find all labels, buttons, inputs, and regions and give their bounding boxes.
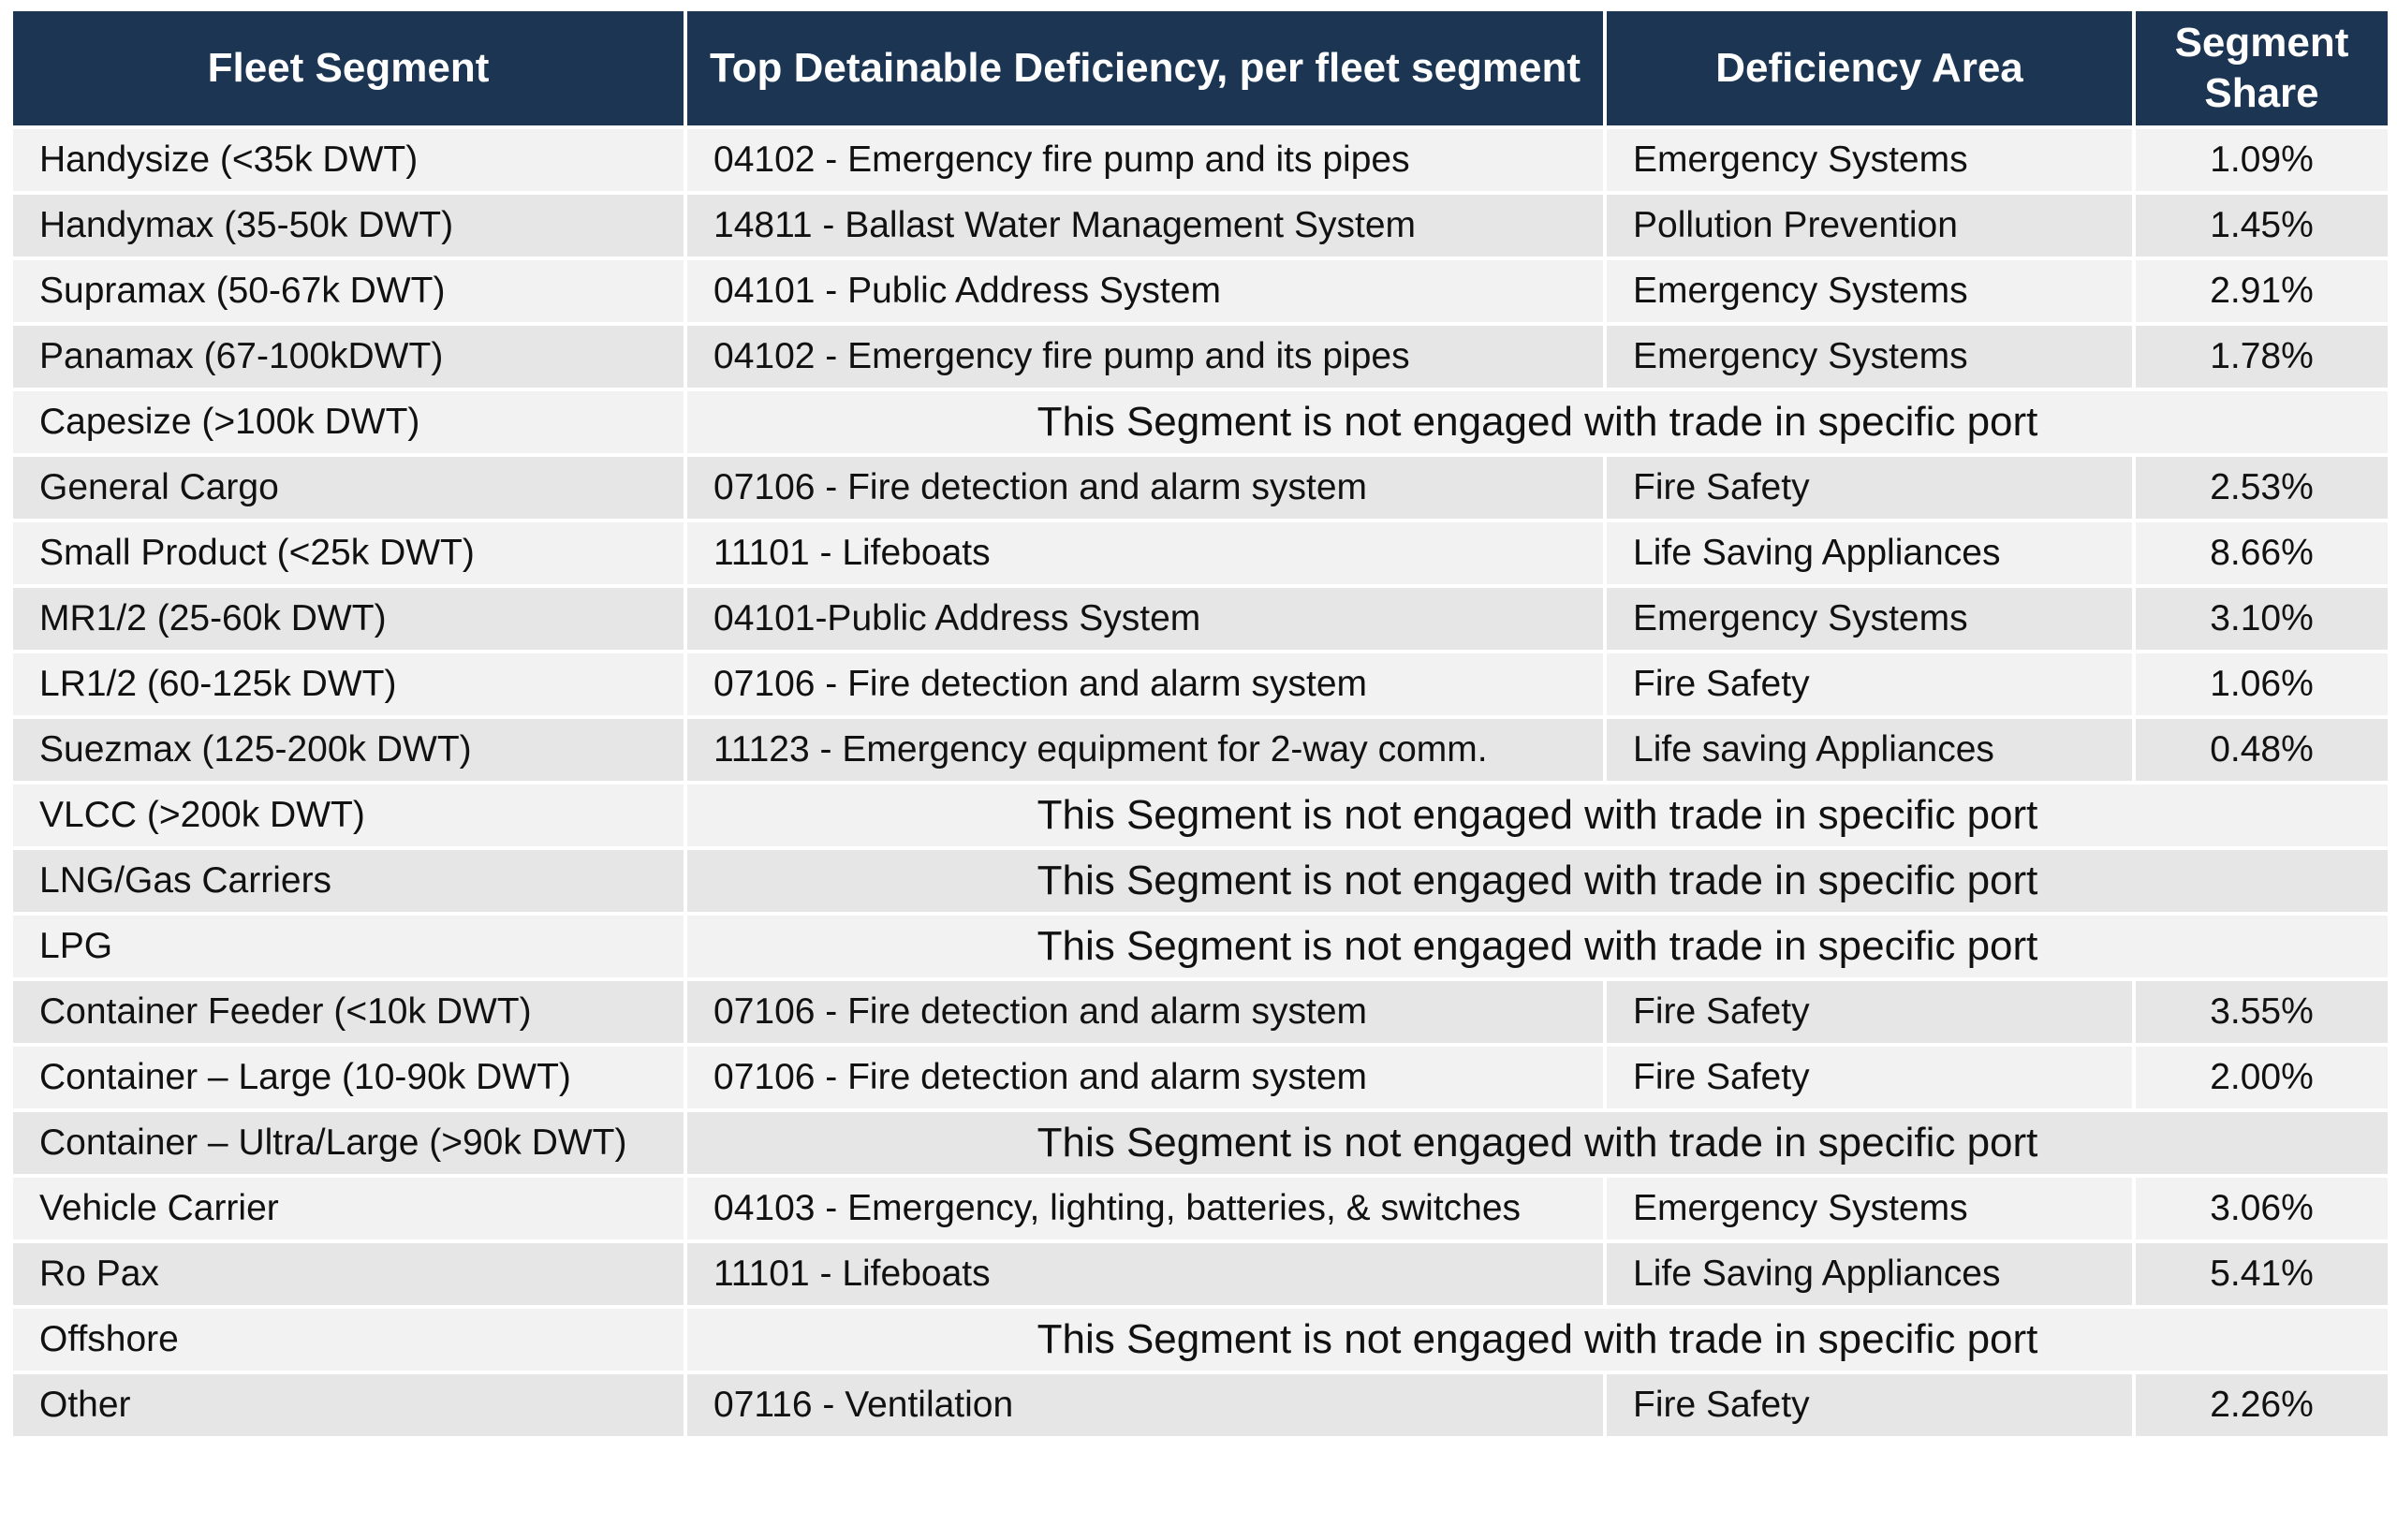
segment-share-cell: 8.66% [2134, 521, 2390, 586]
deficiency-cell: 04101-Public Address System [685, 586, 1605, 652]
table-row [11, 717, 2390, 783]
fleet-segment-cell: Container – Ultra/Large (>90k DWT) [11, 1110, 685, 1176]
table-row [11, 1110, 2390, 1176]
deficiency-area-cell: Emergency Systems [1605, 586, 2134, 652]
deficiency-area-cell: Emergency Systems [1605, 258, 2134, 324]
table-row [11, 652, 2390, 717]
deficiency-area-cell: Life Saving Appliances [1605, 1241, 2134, 1307]
deficiency-cell: 07106 - Fire detection and alarm system [685, 652, 1605, 717]
segment-share-cell: 2.00% [2134, 1045, 2390, 1110]
deficiency-area-cell: Fire Safety [1605, 979, 2134, 1045]
header-deficiency-area: Deficiency Area [1605, 9, 2134, 127]
deficiency-cell: 14811 - Ballast Water Management System [685, 193, 1605, 258]
table-row [11, 914, 2390, 979]
table-row [11, 455, 2390, 521]
table-row [11, 1176, 2390, 1241]
segment-share-cell: 5.41% [2134, 1241, 2390, 1307]
table-row [11, 521, 2390, 586]
deficiency-cell: 07116 - Ventilation [685, 1372, 1605, 1438]
fleet-segment-cell: LNG/Gas Carriers [11, 848, 685, 914]
header-row [11, 9, 2390, 127]
fleet-segment-cell: Ro Pax [11, 1241, 685, 1307]
table-row [11, 127, 2390, 193]
fleet-segment-cell: VLCC (>200k DWT) [11, 783, 685, 848]
segment-share-cell: 2.26% [2134, 1372, 2390, 1438]
deficiency-cell: 04102 - Emergency fire pump and its pipes [685, 324, 1605, 389]
fleet-segment-cell: Panamax (67-100kDWT) [11, 324, 685, 389]
segment-share-cell: 3.10% [2134, 586, 2390, 652]
fleet-segment-cell: Handymax (35-50k DWT) [11, 193, 685, 258]
deficiency-area-cell: Emergency Systems [1605, 127, 2134, 193]
deficiency-area-cell: Life Saving Appliances [1605, 521, 2134, 586]
deficiency-area-cell: Fire Safety [1605, 1372, 2134, 1438]
fleet-segment-cell: Suezmax (125-200k DWT) [11, 717, 685, 783]
table-row [11, 258, 2390, 324]
not-engaged-note: This Segment is not engaged with trade in specific port [685, 848, 2390, 914]
not-engaged-note: This Segment is not engaged with trade in specific port [685, 389, 2390, 455]
table-row [11, 1045, 2390, 1110]
fleet-segment-cell: Capesize (>100k DWT) [11, 389, 685, 455]
table-row [11, 324, 2390, 389]
table-row [11, 783, 2390, 848]
deficiency-cell: 07106 - Fire detection and alarm system [685, 979, 1605, 1045]
deficiency-area-cell: Fire Safety [1605, 455, 2134, 521]
fleet-segment-cell: Small Product (<25k DWT) [11, 521, 685, 586]
deficiency-cell: 11101 - Lifeboats [685, 521, 1605, 586]
table-row [11, 1307, 2390, 1372]
deficiency-cell: 07106 - Fire detection and alarm system [685, 1045, 1605, 1110]
deficiency-area-cell: Pollution Prevention [1605, 193, 2134, 258]
deficiency-cell: 04101 - Public Address System [685, 258, 1605, 324]
table-row [11, 848, 2390, 914]
fleet-segment-cell: LPG [11, 914, 685, 979]
not-engaged-note: This Segment is not engaged with trade in specific port [685, 783, 2390, 848]
deficiency-table-container [9, 7, 2388, 1440]
deficiency-cell: 04102 - Emergency fire pump and its pipes [685, 127, 1605, 193]
segment-share-cell: 1.09% [2134, 127, 2390, 193]
fleet-segment-cell: Container – Large (10-90k DWT) [11, 1045, 685, 1110]
deficiency-cell: 11101 - Lifeboats [685, 1241, 1605, 1307]
segment-share-cell: 3.55% [2134, 979, 2390, 1045]
table-row [11, 586, 2390, 652]
fleet-segment-cell: Container Feeder (<10k DWT) [11, 979, 685, 1045]
segment-share-cell: 2.53% [2134, 455, 2390, 521]
not-engaged-note: This Segment is not engaged with trade in specific port [685, 1110, 2390, 1176]
header-top-deficiency: Top Detainable Deficiency, per fleet segment [685, 9, 1605, 127]
deficiency-area-cell: Life saving Appliances [1605, 717, 2134, 783]
deficiency-cell: 04103 - Emergency, lighting, batteries, & switches [685, 1176, 1605, 1241]
table-row [11, 389, 2390, 455]
deficiency-area-cell: Fire Safety [1605, 652, 2134, 717]
table-body [11, 127, 2390, 1438]
segment-share-cell: 3.06% [2134, 1176, 2390, 1241]
table-row [11, 1241, 2390, 1307]
table-row [11, 979, 2390, 1045]
not-engaged-note: This Segment is not engaged with trade in specific port [685, 1307, 2390, 1372]
deficiency-area-cell: Emergency Systems [1605, 324, 2134, 389]
deficiency-area-cell: Emergency Systems [1605, 1176, 2134, 1241]
deficiency-table [9, 7, 2391, 1440]
fleet-segment-cell: General Cargo [11, 455, 685, 521]
header-segment-share: Segment Share [2134, 9, 2390, 127]
fleet-segment-cell: Supramax (50-67k DWT) [11, 258, 685, 324]
deficiency-cell: 07106 - Fire detection and alarm system [685, 455, 1605, 521]
fleet-segment-cell: Other [11, 1372, 685, 1438]
segment-share-cell: 0.48% [2134, 717, 2390, 783]
fleet-segment-cell: Handysize (<35k DWT) [11, 127, 685, 193]
not-engaged-note: This Segment is not engaged with trade in specific port [685, 914, 2390, 979]
segment-share-cell: 2.91% [2134, 258, 2390, 324]
deficiency-area-cell: Fire Safety [1605, 1045, 2134, 1110]
fleet-segment-cell: MR1/2 (25-60k DWT) [11, 586, 685, 652]
deficiency-cell: 11123 - Emergency equipment for 2-way comm. [685, 717, 1605, 783]
segment-share-cell: 1.45% [2134, 193, 2390, 258]
segment-share-cell: 1.06% [2134, 652, 2390, 717]
fleet-segment-cell: LR1/2 (60-125k DWT) [11, 652, 685, 717]
header-fleet-segment: Fleet Segment [11, 9, 685, 127]
table-row [11, 193, 2390, 258]
fleet-segment-cell: Offshore [11, 1307, 685, 1372]
fleet-segment-cell: Vehicle Carrier [11, 1176, 685, 1241]
table-row [11, 1372, 2390, 1438]
segment-share-cell: 1.78% [2134, 324, 2390, 389]
